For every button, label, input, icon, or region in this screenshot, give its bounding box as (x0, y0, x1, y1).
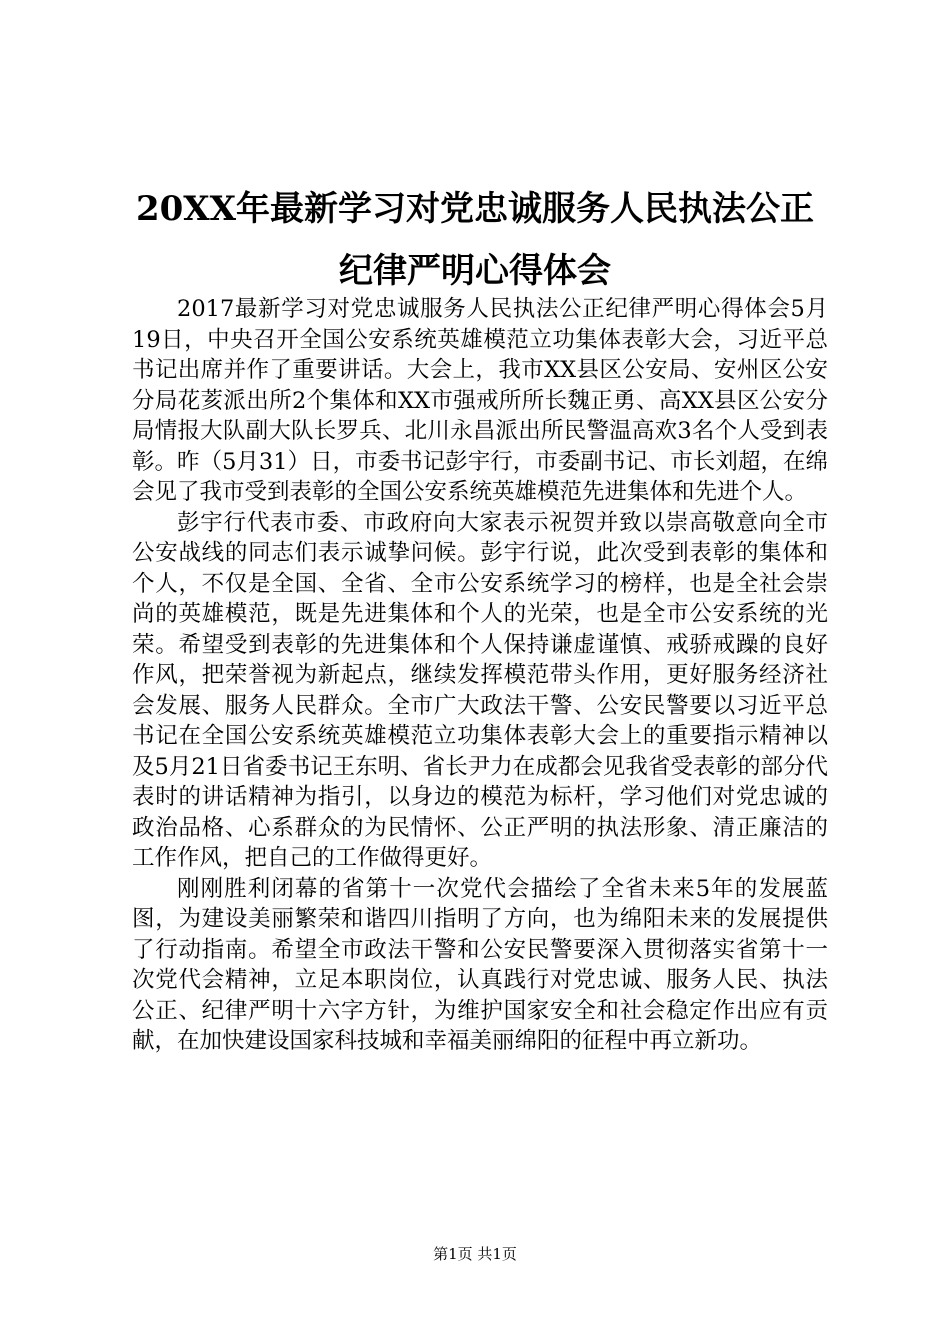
document-body (132, 294, 828, 1057)
title-line-1: 20XX年最新学习对党忠诚服务人民执法公正 (135, 189, 815, 229)
page-footer: 第1页 共1页 (433, 1245, 517, 1263)
title-line-2: 纪律严明心得体会 (339, 251, 611, 291)
paragraph-2: 彭宇行代表市委、市政府向大家表示祝贺并致以崇高敬意向全市公安战线的同志们表示诚挚问候。彭宇行说，此次受到表彰的集体和个人，不仅是全国、全省、全市公安系统学习的榜样，也是全社会崇尚的英雄模范，既是先进集体和个人的光荣，也是全市公安系统的光荣。希望受到表彰的先进集体和个人保持谦虚谨慎、戒骄戒躁的良好作风，把荣誉视为新起点，继续发挥模范带头作用，更好服务经济社会发展、服务人民群众。全市广大政法干警、公安民警要以习近平总书记在全国公安系统英雄模范立功集体表彰大会上的重要指示精神以及5月21日省委书记王东明、省长尹力在成都会见我省受表彰的部分代表时的讲话精神为指引，以身边的模范为标杆，学习他们对党忠诚的政治品格、心系群众的为民情怀、公正严明的执法形象、清正廉洁的工作作风，把自己的工作做得更好。 (132, 509, 828, 871)
paragraph-1: 2017最新学习对党忠诚服务人民执法公正纪律严明心得体会5月19日，中央召开全国公安系统英雄模范立功集体表彰大会，习近平总书记出席并作了重要讲话。大会上，我市XX县区公安局、安州区公安分局花荄派出所2个集体和XX市强戒所所长魏正勇、高XX县区公安分局情报大队副大队长罗兵、北川永昌派出所民警温高欢3名个人受到表彰。昨（5月31）日，市委书记彭宇行，市委副书记、市长刘超，在绵会见了我市受到表彰的全国公安系统英雄模范先进集体和先进个人。 (132, 296, 828, 505)
paragraph-3: 刚刚胜利闭幕的省第十一次党代会描绘了全省未来5年的发展蓝图，为建设美丽繁荣和谐四川指明了方向，也为绵阳未来的发展提供了行动指南。希望全市政法干警和公安民警要深入贯彻落实省第十一次党代会精神，立足本职岗位，认真践行对党忠诚、服务人民、执法公正、纪律严明十六字方针，为维护国家安全和社会稳定作出应有贡献，在加快建设国家科技城和幸福美丽绵阳的征程中再立新功。 (132, 875, 828, 1054)
page-title (115, 178, 835, 302)
